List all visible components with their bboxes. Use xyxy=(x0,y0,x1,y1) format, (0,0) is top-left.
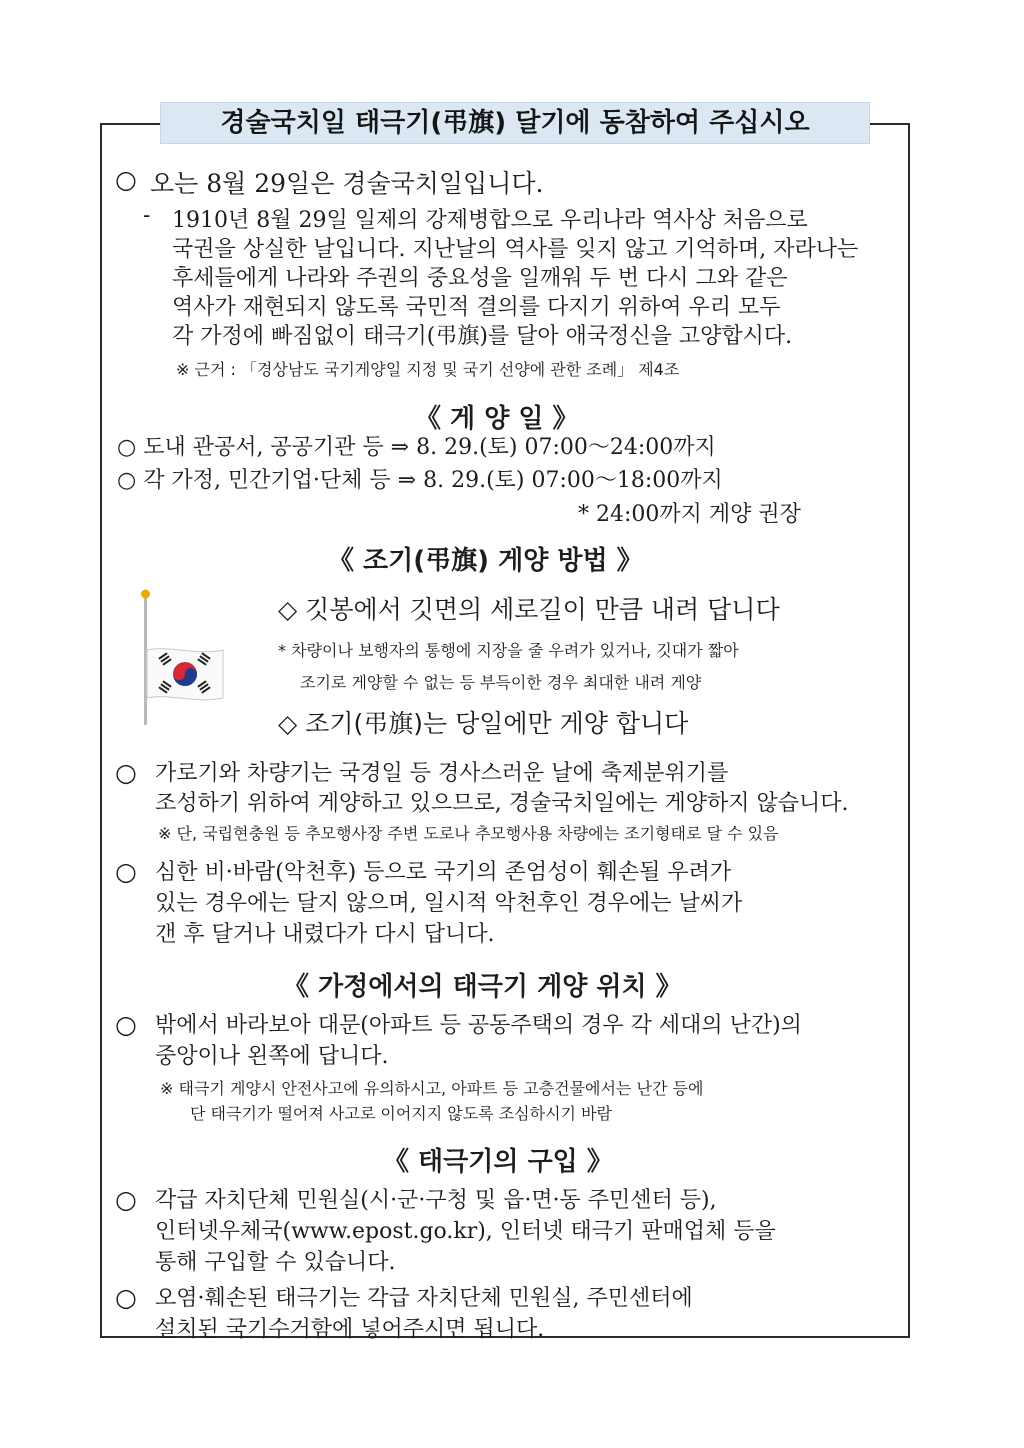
intro-line: 각 가정에 빠짐없이 태극기(弔旗)를 달아 애국정신을 고양합시다. xyxy=(172,324,793,349)
intro-line: 후세들에게 나라와 주권의 중요성을 일깨워 두 번 다시 그와 같은 xyxy=(172,266,788,291)
taegukgi-icon xyxy=(147,649,223,700)
method-point-1: ◇ 깃봉에서 깃면의 세로길이 만큼 내려 답니다 xyxy=(278,595,780,624)
intro-headline: 오는 8월 29일은 경술국치일입니다. xyxy=(150,169,544,198)
purchase-line: 설치된 국기수거함에 넣어주시면 됩니다. xyxy=(155,1317,545,1342)
basis-note: ※ 근거 : 「경상남도 국기게양일 지정 및 국기 선양에 관한 조례」 제4조 xyxy=(176,360,680,379)
intro-line: 1910년 8월 29일 일제의 강제병합으로 우리나라 역사상 처음으로 xyxy=(172,208,808,233)
schedule-note: * 24:00까지 게양 권장 xyxy=(578,502,801,527)
purchase-line: 각급 자치단체 민원실(시·군·구청 및 읍·면·동 주민센터 등), xyxy=(155,1188,717,1213)
section-heading-purchase: 《 태극기의 구입 》 xyxy=(383,1147,613,1177)
section-heading-position: 《 가정에서의 태극기 게양 위치 》 xyxy=(283,972,682,1002)
position-line: 밖에서 바라보아 대문(아파트 등 공동주택의 경우 각 세대의 난간)의 xyxy=(155,1013,802,1038)
schedule-item: ○ 각 가정, 민간기업·단체 등 ⇒ 8. 29.(토) 07:00～18:00까지 xyxy=(117,468,723,493)
street-line: 조성하기 위하여 게양하고 있으므로, 경술국치일에는 게양하지 않습니다. xyxy=(155,791,849,816)
method-point-2: ◇ 조기(弔旗)는 당일에만 게양 합니다 xyxy=(278,709,689,738)
street-note: ※ 단, 국립현충원 등 추모행사장 주변 도로나 추모행사용 차량에는 조기형태로 달 수 있음 xyxy=(158,824,779,843)
method-note: 조기로 게양할 수 없는 등 부득이한 경우 최대한 내려 게양 xyxy=(300,673,702,692)
section-heading-schedule: 《 게 양 일 》 xyxy=(415,404,579,434)
page-title: 경술국치일 태극기(弔旗) 달기에 동참하여 주십시오 xyxy=(160,102,870,144)
pole-ball-icon xyxy=(141,590,150,599)
dash: - xyxy=(143,203,151,228)
weather-line: 갠 후 달거나 내렸다가 다시 답니다. xyxy=(155,922,495,947)
method-note: * 차량이나 보행자의 통행에 지장을 줄 우려가 있거나, 깃대가 짧아 xyxy=(278,641,739,660)
purchase-line: 오염·훼손된 태극기는 각급 자치단체 민원실, 주민센터에 xyxy=(155,1286,693,1311)
weather-line: 있는 경우에는 달지 않으며, 일시적 악천후인 경우에는 날씨가 xyxy=(155,891,743,916)
position-line: 중앙이나 왼쪽에 답니다. xyxy=(155,1044,389,1069)
bullet: ○ xyxy=(115,165,137,194)
bullet: ○ xyxy=(115,758,137,787)
bullet: ○ xyxy=(115,1283,137,1312)
bullet: ○ xyxy=(115,1010,137,1039)
bullet: ○ xyxy=(115,1185,137,1214)
weather-line: 심한 비·바람(악천후) 등으로 국기의 존엄성이 훼손될 우려가 xyxy=(155,860,732,885)
intro-line: 역사가 재현되지 않도록 국민적 결의를 다지기 위하여 우리 모두 xyxy=(172,295,781,320)
purchase-line: 인터넷우체국(www.epost.go.kr), 인터넷 태극기 판매업체 등을 xyxy=(155,1219,776,1244)
section-heading-method: 《 조기(弔旗) 게양 방법 》 xyxy=(328,546,643,576)
half-mast-flag-illustration xyxy=(125,585,235,730)
intro-line: 국권을 상실한 날입니다. 지난날의 역사를 잊지 않고 기억하며, 자라나는 xyxy=(172,237,859,262)
position-note: 단 태극기가 떨어져 사고로 이어지지 않도록 조심하시기 바람 xyxy=(190,1104,613,1123)
street-line: 가로기와 차량기는 국경일 등 경사스러운 날에 축제분위기를 xyxy=(155,761,729,786)
position-note: ※ 태극기 게양시 안전사고에 유의하시고, 아파트 등 고층건물에서는 난간 등에 xyxy=(160,1079,704,1098)
purchase-line: 통해 구입할 수 있습니다. xyxy=(155,1250,396,1275)
schedule-item: ○ 도내 관공서, 공공기관 등 ⇒ 8. 29.(토) 07:00～24:00까지 xyxy=(117,435,716,460)
bullet: ○ xyxy=(115,857,137,886)
